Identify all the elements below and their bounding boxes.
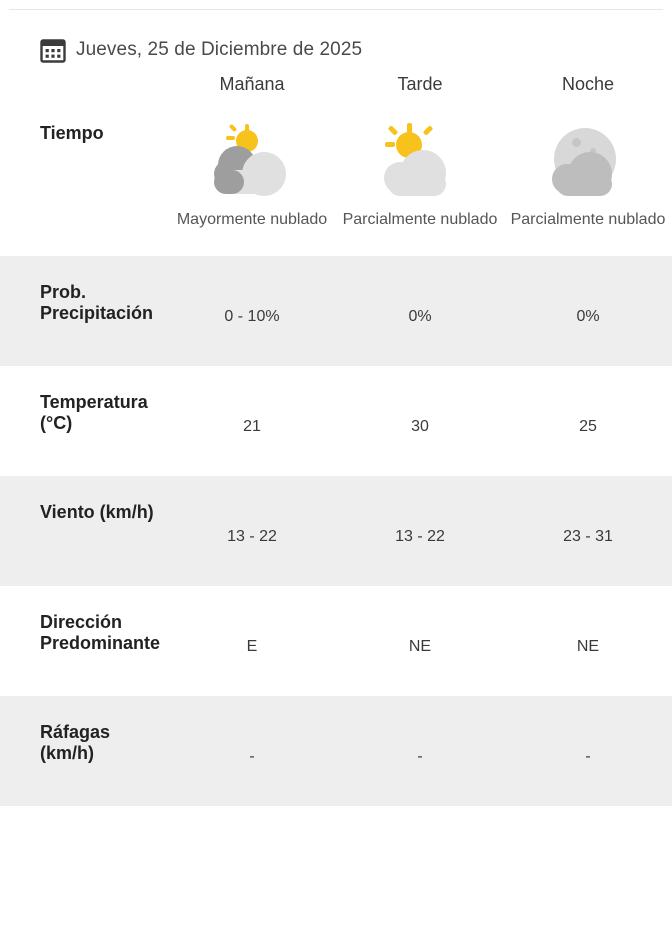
column-header-morning: Mañana <box>219 74 285 94</box>
row-label-weather: Tiempo <box>40 123 104 143</box>
wind-night: 23 - 31 <box>563 528 613 545</box>
forecast-table <box>0 56 672 806</box>
calendar-icon <box>40 37 66 63</box>
gusts-afternoon: - <box>417 748 423 765</box>
table-row-temperature <box>0 366 672 476</box>
gusts-night: - <box>585 748 591 765</box>
wind-direction-afternoon: NE <box>408 638 432 655</box>
precipitation-morning: 0 - 10% <box>224 308 280 325</box>
wind-afternoon: 13 - 22 <box>395 528 445 545</box>
forecast-date-label: Jueves, 25 de Diciembre de 2025 <box>76 39 363 60</box>
wind-direction-night: NE <box>576 638 600 655</box>
table-row-gusts <box>0 696 672 806</box>
partly-cloudy-night-icon <box>538 126 638 200</box>
precipitation-afternoon: 0% <box>408 308 432 325</box>
header-spacer <box>0 56 168 109</box>
forecast-table-head <box>0 56 672 109</box>
mostly-cloudy-icon <box>202 126 302 200</box>
temperature-night: 25 <box>579 418 597 435</box>
precipitation-night: 0% <box>576 308 600 325</box>
column-header-night: Noche <box>561 74 615 94</box>
weather-text-morning: Mayormente nublado <box>176 211 328 228</box>
row-label-precipitation: Prob. Precipitación <box>40 282 154 323</box>
table-row-wind <box>0 476 672 586</box>
weather-text-afternoon: Parcialmente nublado <box>342 211 498 228</box>
forecast-table-body <box>0 109 672 806</box>
temperature-morning: 21 <box>243 418 261 435</box>
wind-direction-morning: E <box>246 638 258 655</box>
column-header-row <box>0 56 672 109</box>
table-row-wind-direction <box>0 586 672 696</box>
table-row-weather <box>0 109 672 256</box>
row-label-wind: Viento (km/h) <box>40 502 154 522</box>
temperature-afternoon: 30 <box>411 418 429 435</box>
weather-cell-afternoon <box>336 109 504 256</box>
row-label-gusts: Ráfagas (km/h) <box>40 722 111 763</box>
top-divider <box>9 9 663 10</box>
row-label-wind-direction: Dirección Predominante <box>40 612 161 653</box>
weather-cell-morning <box>168 109 336 256</box>
weather-cell-night <box>504 109 672 256</box>
weather-text-night: Parcialmente nublado <box>510 211 666 228</box>
row-label-temperature: Temperatura (°C) <box>40 392 148 433</box>
wind-morning: 13 - 22 <box>227 528 277 545</box>
partly-cloudy-day-icon <box>370 126 470 200</box>
column-header-afternoon: Tarde <box>397 74 443 94</box>
table-row-precipitation <box>0 256 672 366</box>
gusts-morning: - <box>249 748 255 765</box>
